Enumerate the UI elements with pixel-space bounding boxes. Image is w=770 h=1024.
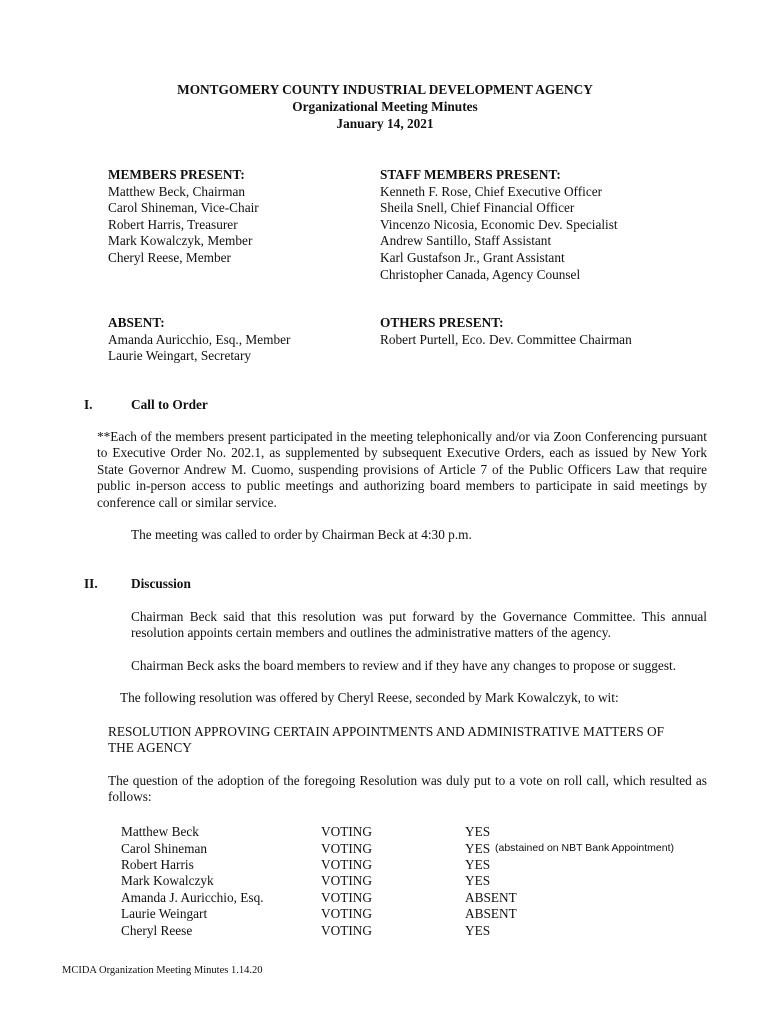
vote-status: VOTING [321, 890, 372, 905]
voter-name: Carol Shineman [121, 841, 208, 856]
vote-status: VOTING [321, 923, 372, 938]
vote-result: YES [465, 824, 491, 839]
voter-name: Laurie Weingart [121, 906, 208, 921]
page-footer: MCIDA Organization Meeting Minutes 1.14.20 [62, 965, 263, 976]
absent-name: Laurie Weingart, Secretary [108, 348, 252, 364]
voter-name: Robert Harris [121, 857, 194, 872]
staff-name: Andrew Santillo, Staff Assistant [380, 233, 552, 249]
members-present-block [108, 167, 259, 267]
staff-name: Kenneth F. Rose, Chief Executive Officer [380, 183, 603, 199]
staff-name: Karl Gustafson Jr., Grant Assistant [380, 249, 565, 265]
vote-status: VOTING [321, 873, 372, 888]
member-name: Matthew Beck, Chairman [108, 183, 245, 199]
section-1-title: Call to Order [131, 397, 208, 412]
staff-present-block [380, 167, 618, 283]
voter-name: Mark Kowalczyk [121, 873, 214, 888]
vote-result: ABSENT [465, 890, 517, 905]
staff-present-heading: STAFF MEMBERS PRESENT: [380, 167, 561, 182]
voter-name: Amanda J. Auricchio, Esq. [121, 890, 264, 905]
absent-block [108, 315, 290, 365]
absent-name: Amanda Auricchio, Esq., Member [108, 331, 291, 347]
member-name: Cheryl Reese, Member [108, 249, 231, 265]
vote-status: VOTING [321, 906, 372, 921]
vote-result: YES [465, 841, 491, 856]
discussion-paragraph-1: Chairman Beck said that this resolution was put forward by the Governance Committee. This annual resolution appoints certain members and outlines the administrative matters of the agency. [131, 609, 707, 641]
discussion-paragraph-2: Chairman Beck asks the board members to review and if they have any changes to propose or suggest. [131, 658, 677, 673]
section-2-title: Discussion [131, 576, 191, 591]
vote-note: (abstained on NBT Bank Appointment) [495, 842, 674, 854]
section-2-number: II. [84, 576, 98, 591]
agency-title: MONTGOMERY COUNTY INDUSTRIAL DEVELOPMENT AGENCY [177, 82, 593, 97]
called-to-order-text: The meeting was called to order by Chairman Beck at 4:30 p.m. [131, 527, 472, 542]
staff-name: Vincenzo Nicosia, Economic Dev. Specialist [380, 216, 618, 232]
member-name: Carol Shineman, Vice-Chair [108, 200, 259, 216]
others-present-block [380, 315, 632, 348]
member-name: Robert Harris, Treasurer [108, 216, 238, 232]
vote-status: VOTING [321, 841, 372, 856]
vote-result: YES [465, 873, 491, 888]
vote-result: ABSENT [465, 906, 517, 921]
staff-name: Christopher Canada, Agency Counsel [380, 266, 581, 282]
voter-name: Matthew Beck [121, 824, 199, 839]
section-1-number: I. [84, 397, 93, 412]
meeting-subtitle: Organizational Meeting Minutes [292, 99, 478, 114]
absent-heading: ABSENT: [108, 315, 165, 330]
others-present-heading: OTHERS PRESENT: [380, 315, 504, 330]
resolution-title: RESOLUTION APPROVING CERTAIN APPOINTMENTS AND ADMINISTRATIVE MATTERS OF THE AGENCY [108, 724, 664, 756]
executive-order-notice: **Each of the members present participated in the meeting telephonically and/or via Zoon Conferencing pursuant to Executive Order No. 202.1, as supplemented by subsequent Executive Orders, each as issued by New York State Governor Andrew M. Cuomo, suspending provisions of Article 7 of the Public Officers Law that require public in-person access to public meetings and authorizing board members to participate in said meetings by conference call or similar service. [97, 429, 707, 510]
members-present-heading: MEMBERS PRESENT: [108, 167, 245, 182]
staff-name: Sheila Snell, Chief Financial Officer [380, 200, 575, 216]
others-name: Robert Purtell, Eco. Dev. Committee Chairman [380, 331, 632, 347]
vote-result: YES [465, 857, 491, 872]
member-name: Mark Kowalczyk, Member [108, 233, 253, 249]
resolution-offered-text: The following resolution was offered by Cheryl Reese, seconded by Mark Kowalczyk, to wit: [120, 690, 619, 705]
vote-status: VOTING [321, 857, 372, 872]
meeting-date: January 14, 2021 [336, 116, 434, 131]
vote-result: YES [465, 923, 491, 938]
vote-status: VOTING [321, 824, 372, 839]
vote-intro-text: The question of the adoption of the foregoing Resolution was duly put to a vote on roll call, which resulted as follows: [108, 773, 707, 805]
voter-name: Cheryl Reese [121, 923, 193, 938]
